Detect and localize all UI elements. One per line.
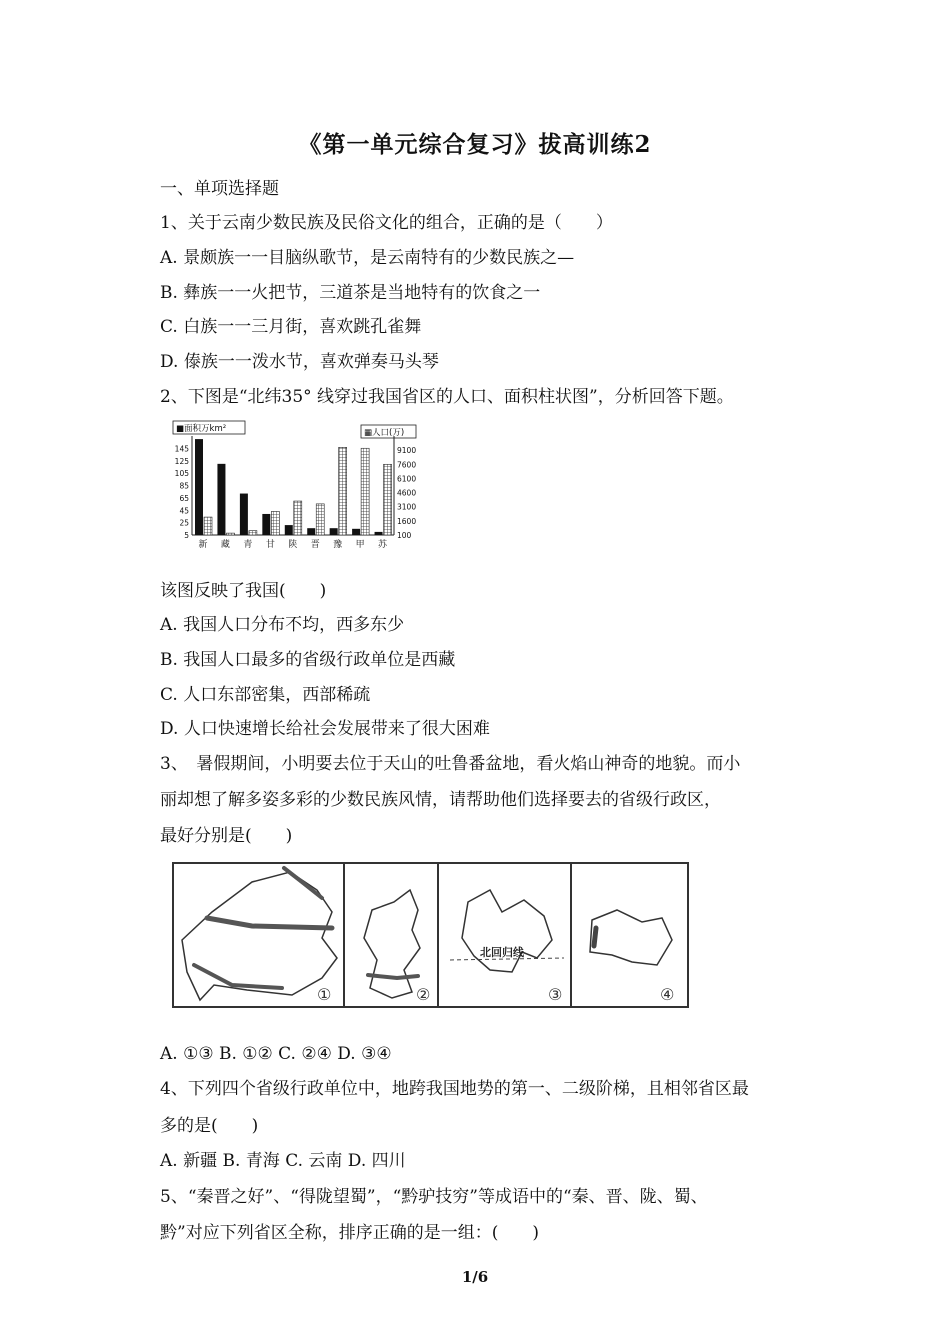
left-tick-label: 45 (179, 506, 189, 516)
q3-line-3: 最好分别是( ) (160, 826, 293, 846)
population-bar-0 (204, 517, 212, 535)
population-bar-3 (271, 511, 279, 535)
q3-options: A. ①③ B. ①② C. ②④ D. ③④ (160, 1044, 392, 1064)
map-2-mountain-line (368, 975, 418, 978)
map-2-label: ② (416, 985, 431, 1004)
area-bar-6 (330, 528, 338, 535)
map-3-label: ③ (548, 985, 563, 1004)
map-1-mountain-line-3 (194, 965, 282, 988)
map-4-label: ④ (660, 985, 675, 1004)
q2-option-a: A. 我国人口分布不均，西多东少 (160, 615, 405, 635)
category-label-8: 苏 (378, 540, 388, 550)
q4-line-2: 多的是( ) (160, 1116, 259, 1136)
category-label-3: 甘 (265, 540, 275, 550)
map-1-mountain-line-2 (284, 868, 322, 898)
province-maps (172, 860, 692, 1010)
map-4-outline (590, 910, 672, 965)
q2-option-c: C. 人口东部密集，西部稀疏 (160, 685, 371, 705)
population-bar-7 (361, 448, 369, 535)
q2-option-d: D. 人口快速增长给社会发展带来了很大困难 (160, 719, 490, 739)
chart-legend-area: ■面积万km² (176, 424, 227, 434)
map-1-mountain-line (207, 918, 332, 928)
category-label-2: 青 (243, 540, 253, 550)
section-heading: 一、单项选择题 (160, 179, 279, 199)
left-tick-label: 125 (174, 456, 189, 466)
left-tick-label: 85 (179, 481, 189, 491)
category-label-6: 豫 (333, 540, 343, 550)
q4-options: A. 新疆 B. 青海 C. 云南 D. 四川 (160, 1151, 406, 1171)
area-bar-1 (217, 464, 225, 535)
left-tick-label: 145 (174, 444, 189, 454)
q3-line-2: 丽却想了解多姿多彩的少数民族风情，请帮助他们选择要去的省级行政区， (160, 790, 721, 810)
left-tick-label: 5 (184, 531, 189, 540)
area-bar-5 (307, 528, 315, 535)
right-tick-label: 9100 (397, 446, 417, 456)
q1-option-b: B. 彝族一一火把节，三道茶是当地特有的饮食之一 (160, 283, 541, 303)
q2-subquestion: 该图反映了我国( ) (160, 581, 327, 601)
area-bar-8 (375, 532, 383, 535)
left-tick-label: 105 (174, 469, 189, 479)
population-bar-6 (339, 447, 347, 535)
q1-option-a: A. 景颇族一一目脑纵歌节，是云南特有的少数民族之— (160, 248, 575, 268)
map-4-mountain-line (594, 928, 596, 946)
map-1-label: ① (317, 985, 332, 1004)
page-title: 《第一单元综合复习》拔高训练2 (298, 131, 652, 158)
population-area-chart (168, 418, 428, 552)
right-tick-label: 4600 (397, 488, 417, 498)
q1-stem: 1、关于云南少数民族及民俗文化的组合，正确的是（ ） (160, 213, 613, 233)
q5-line-2: 黔”对应下列省区全称，排序正确的是一组：( ) (160, 1223, 539, 1243)
right-tick-label: 100 (397, 531, 412, 540)
area-bar-7 (352, 529, 360, 535)
q4-line-1: 4、下列四个省级行政单位中，地跨我国地势的第一、二级阶梯，且相邻省区最 (160, 1079, 749, 1099)
page-number: 1/6 (461, 1268, 489, 1286)
category-label-5: 晋 (310, 540, 320, 550)
population-bar-5 (316, 504, 324, 535)
q5-line-1: 5、“秦晋之好”、“得陇望蜀”，“黔驴技穷”等成语中的“秦、晋、陇、蜀、 (160, 1187, 708, 1207)
map-3-tropic-label: 北回归线 (480, 946, 524, 959)
q3-line-1: 3、 暑假期间，小明要去位于天山的吐鲁番盆地，看火焰山神奇的地貌。而小 (160, 754, 741, 774)
category-label-0: 新 (198, 540, 208, 550)
left-tick-label: 65 (179, 493, 189, 503)
population-bar-2 (249, 531, 257, 535)
area-bar-2 (240, 494, 248, 535)
right-tick-label: 3100 (397, 502, 417, 512)
q1-option-c: C. 白族一一三月街，喜欢跳孔雀舞 (160, 317, 422, 337)
category-label-7: 甲 (355, 540, 365, 550)
map-2-outline (364, 890, 420, 998)
chart-legend-pop: ▦人口(万) (364, 428, 405, 438)
left-tick-label: 25 (179, 518, 189, 528)
map-3-outline (462, 890, 552, 972)
right-tick-label: 7600 (397, 460, 417, 470)
area-bar-3 (262, 514, 270, 535)
q1-option-d: D. 傣族一一泼水节，喜欢弹奏马头琴 (160, 352, 439, 372)
category-label-4: 陕 (288, 540, 298, 550)
population-bar-1 (226, 533, 234, 535)
area-bar-0 (195, 439, 203, 535)
q2-stem: 2、下图是“北纬35° 线穿过我国省区的人口、面积柱状图”，分析回答下题。 (160, 387, 734, 407)
q2-option-b: B. 我国人口最多的省级行政单位是西藏 (160, 650, 456, 670)
population-bar-4 (294, 501, 302, 535)
right-tick-label: 6100 (397, 474, 417, 484)
population-bar-8 (384, 464, 392, 535)
right-tick-label: 1600 (397, 516, 417, 526)
category-label-1: 藏 (220, 540, 230, 550)
area-bar-4 (285, 525, 293, 535)
